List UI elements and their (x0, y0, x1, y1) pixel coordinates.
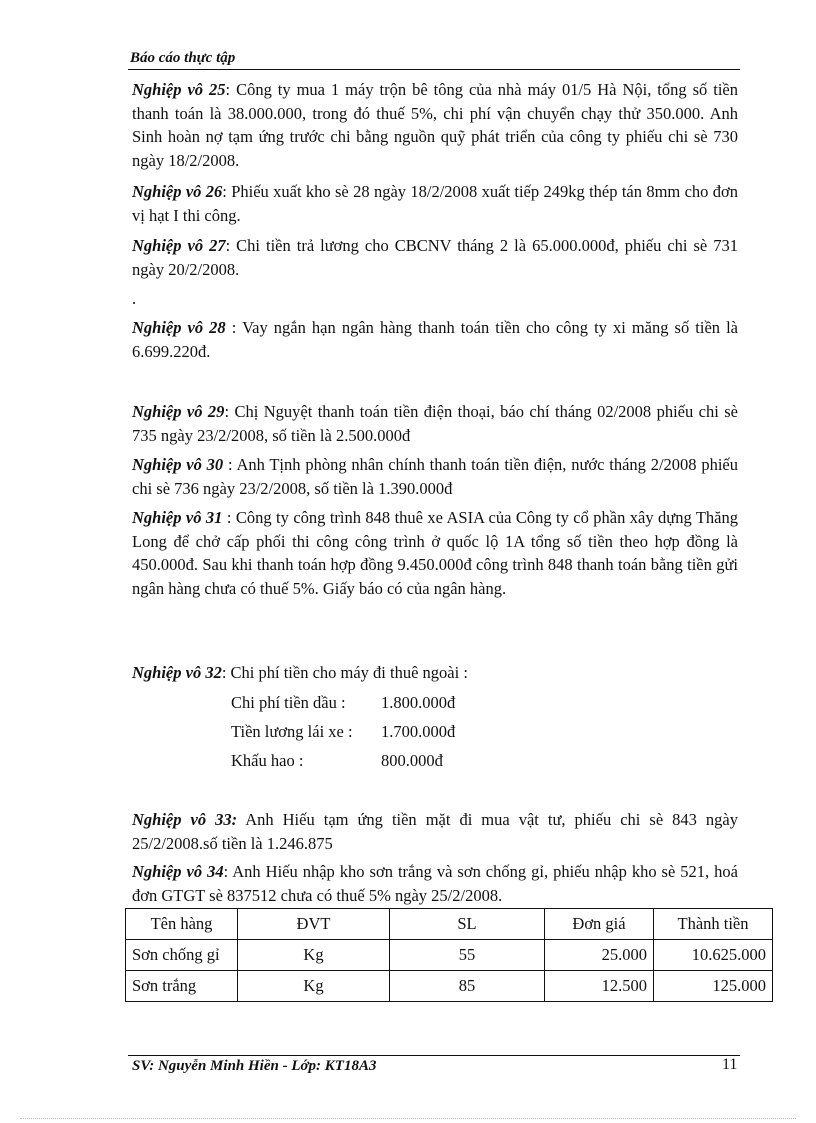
entry-text: : Công ty mua 1 máy trộn bê tông của nhà máy 01/5 Hà Nội, tổng số tiền thanh toán là 38.000.000, trong đó thuế 5%, chi phí vận chuyển chạy thử 350.000. Anh Sinh hoàn nợ tạm ứng trước chi bằng nguồn quỹ phát triển của công ty phiếu chi sè 730 ngày 18/2/2008. (132, 80, 738, 170)
header-amount: Thành tiền (654, 909, 773, 940)
footer-divider (128, 1055, 740, 1056)
cost-row (231, 688, 455, 717)
cost-value: 1.700.000đ (381, 722, 456, 741)
table-row (126, 940, 773, 971)
entry-label: Nghiệp vô 34 (132, 862, 224, 881)
cell-unit-price: 25.000 (545, 940, 654, 971)
entry-label: Nghiệp vô 26 (132, 182, 223, 201)
header-quantity: SL (390, 909, 545, 940)
entry-text: : Chi tiền trả lương cho CBCNV tháng 2 là 65.000.000đ, phiếu chi sè 731 ngày 20/2/2008. (132, 236, 738, 279)
cost-row (231, 717, 455, 746)
cell-quantity: 55 (390, 940, 545, 971)
page-footer: SV: Nguyễn Minh Hiền - Lớp: KT18A3 (132, 1058, 377, 1074)
header-divider (128, 69, 740, 70)
cell-amount: 10.625.000 (654, 940, 773, 971)
entry-27 (132, 234, 738, 281)
table-header-row (126, 909, 773, 940)
entry-label: Nghiệp vô 27 (132, 236, 226, 255)
page-edge-dotted-line (20, 1118, 796, 1119)
cost-label: Khấu hao : (231, 751, 304, 770)
cost-label: Tiền lương lái xe : (231, 722, 353, 741)
cell-quantity: 85 (390, 971, 545, 1002)
cost-row (231, 746, 455, 775)
goods-table (125, 908, 773, 1002)
entry-text: : Công ty công trình 848 thuê xe ASIA của Công ty cổ phần xây dựng Thăng Long để chở cấp phối thi công công trình ở quốc lộ 1A tổng số tiền theo hợp đồng là 450.000đ. Sau khi thanh toán hợp đồng 9.450.000đ công trình 848 thanh toán bằng tiền gửi ngân hàng chưa có thuế 5%. Giấy báo có của ngân hàng. (132, 508, 739, 598)
entry-label: Nghiệp vô 30 (132, 455, 224, 474)
cell-item-name: Sơn chống gỉ (126, 940, 238, 971)
entry-label: Nghiệp vô 28 (132, 318, 226, 337)
entry-32 (132, 661, 738, 685)
cost-list (231, 688, 455, 775)
stray-dot: . (132, 289, 137, 308)
entry-label: Nghiệp vô 31 (132, 508, 223, 527)
cell-amount: 125.000 (654, 971, 773, 1002)
header-unit: ĐVT (238, 909, 390, 940)
page-header: Báo cáo thực tập (130, 50, 236, 66)
entry-29 (132, 400, 738, 447)
entry-30 (132, 453, 738, 500)
entry-text: : Anh Tịnh phòng nhân chính thanh toán tiền điện, nước tháng 2/2008 phiếu chi sè 736 ngày 23/2/2008, số tiền là 1.390.000đ (132, 455, 738, 498)
header-unit-price: Đơn giá (545, 909, 654, 940)
entry-28 (132, 316, 738, 363)
entry-label: Nghiệp vô 25 (132, 80, 226, 99)
entry-34 (132, 860, 738, 907)
entry-label: Nghiệp vô 29 (132, 402, 225, 421)
entry-text: : Phiếu xuất kho sè 28 ngày 18/2/2008 xuất tiếp 249kg thép tán 8mm cho đơn vị hạt I thi công. (132, 182, 739, 225)
entry-label: Nghiệp vô 32 (132, 663, 222, 682)
table-row (126, 971, 773, 1002)
entry-26 (132, 180, 738, 227)
entry-label: Nghiệp vô 33: (132, 810, 238, 829)
cell-item-name: Sơn trắng (126, 971, 238, 1002)
cell-unit-price: 12.500 (545, 971, 654, 1002)
header-item-name: Tên hàng (126, 909, 238, 940)
entry-text: Anh Hiếu tạm ứng tiền mặt đi mua vật tư, phiếu chi sè 843 ngày 25/2/2008.số tiền là 1.246.875 (132, 810, 738, 853)
cost-value: 1.800.000đ (381, 693, 456, 712)
entry-25 (132, 78, 738, 172)
cell-unit: Kg (238, 940, 390, 971)
page-number: 11 (722, 1056, 738, 1073)
entry-text: : Chi phí tiền cho máy đi thuê ngoài : (221, 663, 468, 682)
cost-value: 800.000đ (381, 751, 443, 770)
cell-unit: Kg (238, 971, 390, 1002)
entry-33 (132, 808, 738, 855)
entry-text: : Chị Nguyệt thanh toán tiền điện thoại, báo chí tháng 02/2008 phiếu chi sè 735 ngày 23/2/2008, số tiền là 2.500.000đ (132, 402, 738, 445)
entry-text: : Anh Hiếu nhập kho sơn trắng và sơn chống gỉ, phiếu nhập kho sè 521, hoá đơn GTGT sè 837512 chưa có thuế 5% ngày 25/2/2008. (132, 862, 738, 905)
entry-31 (132, 506, 738, 600)
entry-text: : Vay ngắn hạn ngân hàng thanh toán tiền cho công ty xi măng số tiền là 6.699.220đ. (132, 318, 738, 361)
cost-label: Chi phí tiền dầu : (231, 693, 346, 712)
